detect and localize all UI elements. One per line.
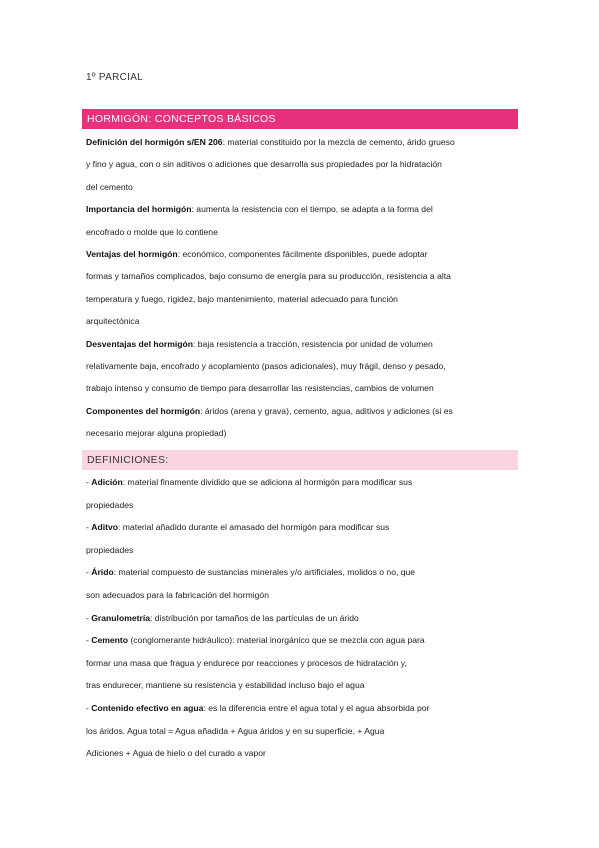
- text-line: [86, 567, 526, 578]
- line-text: : material añadido durante el amasado del hormigón para modificar sus: [117, 522, 390, 533]
- text-line: [86, 613, 526, 624]
- term-label: Ventajas del hormigón: [86, 249, 178, 259]
- line-text: : distribución por tamaños de las partículas de un árido: [150, 612, 359, 623]
- text-line: [86, 182, 526, 193]
- text-line: [86, 500, 526, 511]
- term-label: Importancia del hormigón: [86, 204, 192, 215]
- line-text: son adecuados para la fabricación del hormigón: [86, 590, 269, 600]
- line-text: formar una masa que fragua y endurece por reacciones y procesos de hidratación y,: [86, 657, 407, 668]
- line-text: : material compuesto de sustancias minerales y/o artificiales, molidos o no, que: [113, 567, 416, 578]
- text-line: [86, 726, 526, 737]
- text-line: [86, 159, 526, 170]
- section-heading-conceptos: HORMIGÓN: CONCEPTOS BÁSICOS: [82, 109, 518, 129]
- text-line: [86, 680, 526, 691]
- term-label: Desventajas del hormigón: [86, 338, 193, 349]
- line-text: encofrado o molde que lo contiene: [86, 226, 218, 237]
- text-line: [86, 137, 526, 148]
- line-text: formas y tamaños complicados, bajo consumo de energía para su producción, resistencia a alta: [86, 271, 451, 282]
- line-text: : material constituido por la mezcla de cemento, árido grueso: [222, 137, 455, 147]
- text-line: [86, 658, 526, 669]
- line-text: propiedades: [86, 544, 134, 555]
- text-line: [86, 227, 526, 238]
- text-line: [86, 635, 526, 646]
- line-text: temperatura y fuego, rigidez, bajo mantenimiento, material adecuado para función: [86, 293, 398, 304]
- line-text: : es la diferencia entre el agua total y el agua absorbida por: [203, 703, 430, 713]
- text-line: [86, 406, 526, 417]
- line-text: arquitectónica: [86, 316, 140, 327]
- text-line: [86, 545, 526, 556]
- part-label: 1º PARCIAL: [86, 72, 144, 83]
- term-label: Componentes del hormigón: [86, 405, 201, 416]
- text-line: [86, 271, 526, 282]
- line-text: (conglomerante hidráulico): material inorgánico que se mezcla con agua para: [128, 635, 425, 646]
- term-label: Granulometría: [91, 612, 150, 623]
- line-text: : aumenta la resistencia con el tiempo, se adapta a la forma del: [191, 204, 433, 215]
- text-line: [86, 294, 526, 305]
- text-line: [86, 361, 526, 372]
- term-label: Contenido efectivo en agua: [91, 703, 204, 713]
- bullet-dash: -: [86, 522, 92, 533]
- text-line: [86, 204, 526, 215]
- text-line: [86, 249, 526, 260]
- text-line: [86, 748, 526, 759]
- section-heading-definiciones: DEFINICIONES:: [82, 450, 518, 470]
- text-line: [86, 703, 526, 714]
- text-line: [86, 316, 526, 327]
- term-label: Adición: [91, 477, 123, 487]
- term-label: Árido: [91, 567, 114, 578]
- line-text: propiedades: [86, 499, 134, 510]
- line-text: Adiciones + Agua de hielo o del curado a vapor: [86, 748, 266, 759]
- line-text: : áridos (arena y grava), cemento, agua, aditivos y adiciones (si es: [200, 405, 453, 416]
- bullet-dash: -: [86, 567, 92, 578]
- line-text: los áridos. Agua total = Agua añadida + Agua áridos y en su superficie, + Agua: [86, 725, 385, 736]
- text-line: [86, 477, 526, 488]
- text-line: [86, 339, 526, 350]
- line-text: trabajo intenso y consumo de tiempo para desarrollar las resistencias, cambios de volumen: [86, 383, 434, 394]
- term-label: Cemento: [91, 635, 129, 646]
- line-text: : material finamente dividido que se adiciona al hormigón para modificar sus: [122, 477, 413, 487]
- line-text: y fino y agua, con o sin aditivos o adiciones que desarrolla sus propiedades por la hidratación: [86, 159, 442, 170]
- line-text: necesario mejorar alguna propiedad): [86, 428, 227, 439]
- text-line: [86, 428, 526, 439]
- bullet-dash: -: [86, 477, 92, 487]
- text-line: [86, 590, 526, 601]
- text-line: [86, 383, 526, 394]
- line-text: : baja resistencia a tracción, resistencia por unidad de volumen: [192, 338, 433, 349]
- line-text: relativamente baja, encofrado y acoplamiento (pasos adicionales), muy frágil, denso y pesado,: [86, 361, 446, 371]
- line-text: tras endurecer, mantiene su resistencia y estabilidad incluso bajo el agua: [86, 680, 365, 691]
- text-line: [86, 522, 526, 533]
- bullet-dash: -: [86, 635, 92, 646]
- term-label: Aditvo: [91, 522, 118, 533]
- term-label: Definición del hormigón s/EN 206: [86, 137, 223, 147]
- line-text: : económico, componentes fácilmente disponibles, puede adoptar: [177, 249, 428, 259]
- bullet-dash: -: [86, 612, 92, 623]
- bullet-dash: -: [86, 703, 92, 713]
- line-text: del cemento: [86, 181, 133, 192]
